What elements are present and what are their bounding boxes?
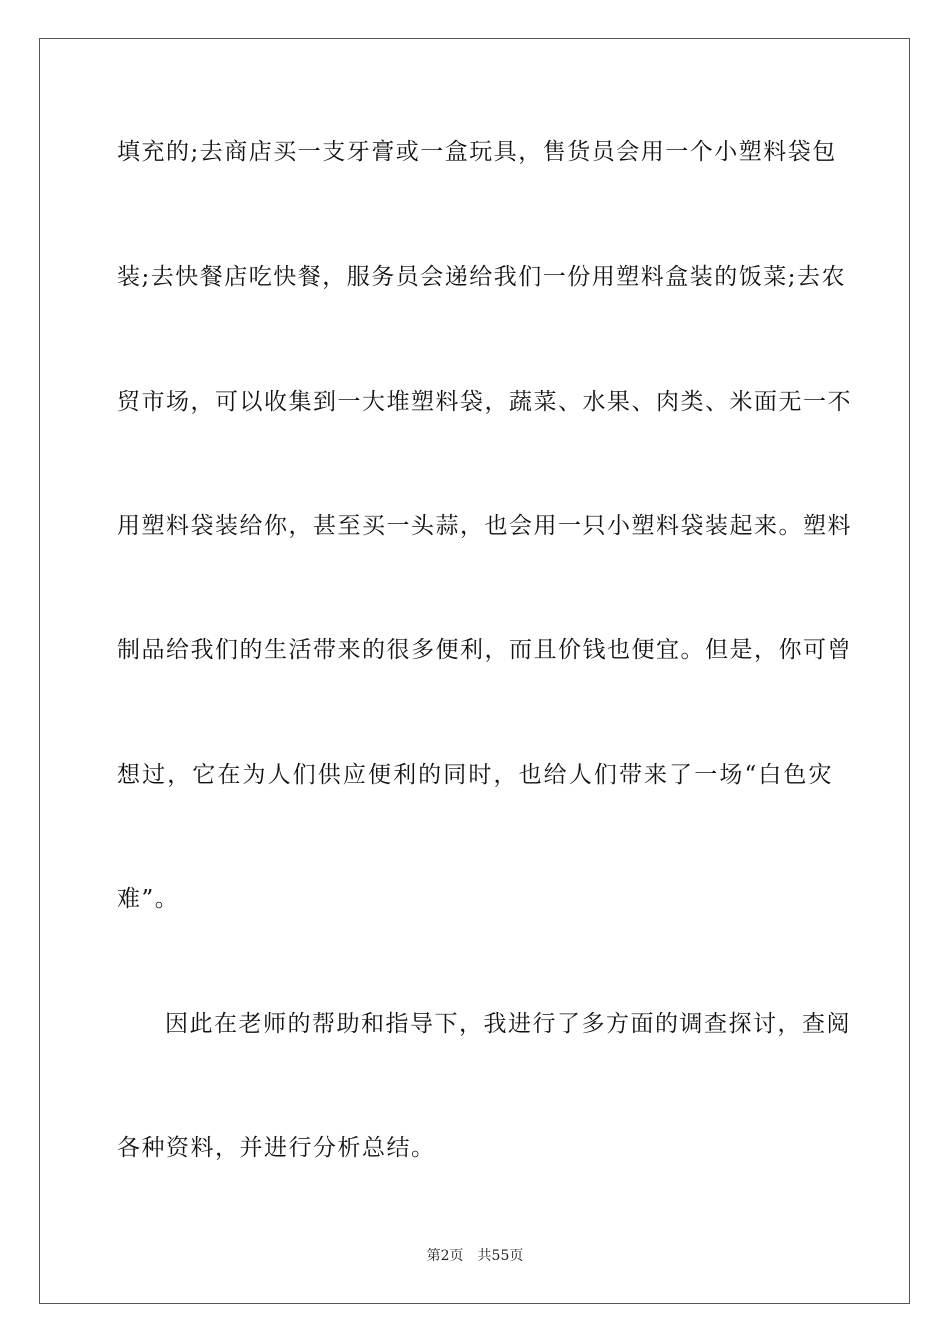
paragraph-line-indented: 因此在老师的帮助和指导下，我进行了多方面的调查探讨，查阅: [165, 1011, 851, 1037]
paragraph-line: 贸市场，可以收集到一大堆塑料袋，蔬菜、水果、肉类、米面无一不: [117, 389, 852, 415]
page-footer: [0, 1247, 950, 1265]
paragraph-line: 装;去快餐店吃快餐，服务员会递给我们一份用塑料盒装的饭菜;去农: [117, 264, 846, 290]
page-number: 第2页: [426, 1248, 464, 1264]
paragraph-line: 想过，它在为人们供应便利的同时，也给人们带来了一场“白色灾: [117, 762, 833, 788]
paragraph-line: 填充的;去商店买一支牙膏或一盒玩具，售货员会用一个小塑料袋包: [117, 139, 837, 165]
paragraph-line: 难”。: [117, 886, 180, 912]
page-border: [39, 38, 910, 1304]
paragraph-line: 用塑料袋装给你，甚至买一头蒜，也会用一只小塑料袋装起来。塑料: [117, 513, 852, 539]
paragraph-line: 制品给我们的生活带来的很多便利，而且价钱也便宜。但是，你可曾: [117, 637, 852, 663]
page-total: 共55页: [477, 1248, 524, 1264]
paragraph-line: 各种资料，并进行分析总结。: [117, 1135, 436, 1161]
